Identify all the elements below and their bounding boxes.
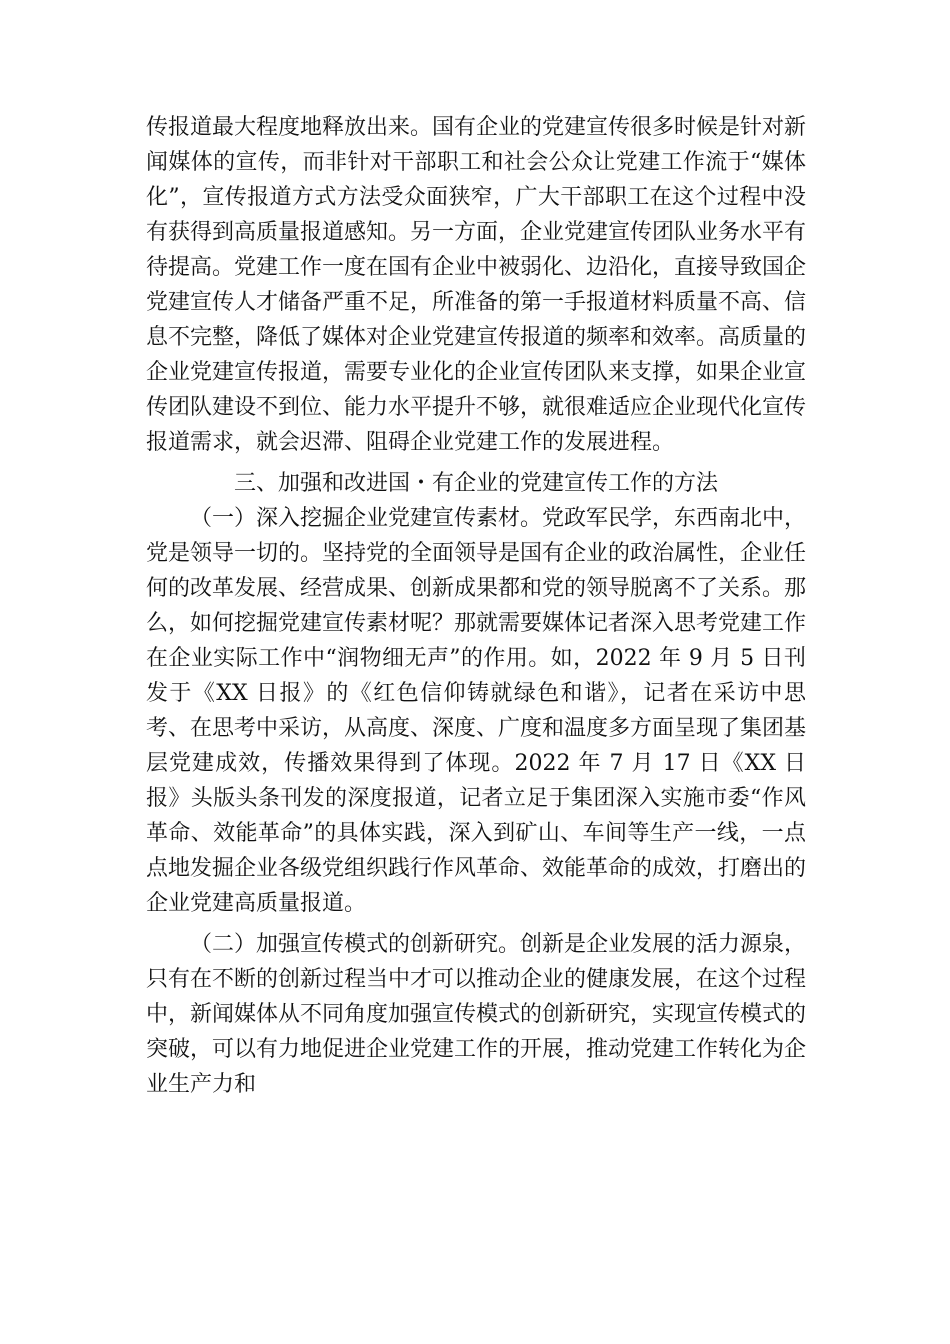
section-heading: 三、加强和改进国・有企业的党建宣传工作的方法 (233, 471, 718, 496)
document-body (146, 110, 806, 1102)
continuation-paragraph: 传报道最大程度地释放出来。国有企业的党建宣传很多时候是针对新闻媒体的宣传，而非针对干部职工和社会公众让党建工作流于“媒体化”，宣传报道方式方法受众面狭窄，广大干部职工在这个过程中没有获得到高质量报道感知。另一方面，企业党建宣传团队业务水平有待提高。党建工作一度在国有企业中被弱化、边沿化，直接导致国企党建宣传人才储备严重不足，所准备的第一手报道材料质量不高、信息不完整，降低了媒体对企业党建宣传报道的频率和效率。高质量的企业党建宣传报道，需要专业化的企业宣传团队来支撑，如果企业宣传团队建设不到位、能力水平提升不够，就很难适应企业现代化宣传报道需求，就会迟滞、阻碍企业党建工作的发展进程。 (146, 115, 807, 455)
paragraph-subsection-one: （一）深入挖掘企业党建宣传素材。党政军民学，东西南北中，党是领导一切的。坚持党的全面领导是国有企业的政治属性，企业任何的改革发展、经营成果、创新成果都和党的领导脱离不了关系。那么，如何挖掘党建宣传素材呢？那就需要媒体记者深入思考党建工作在企业实际工作中“润物细无声”的作用。如，2022 年 9 月 5 日刊发于《XX 日报》的《红色信仰铸就绿色和谐》，记者在采访中思考、在思考中采访，从高度、深度、广度和温度多方面呈现了集团基层党建成效，传播效果得到了体现。2022 年 7 月 17 日《XX 日报》头版头条刊发的深度报道，记者立足于集团深入实施市委“作风革命、效能革命”的具体实践，深入到矿山、车间等生产一线，一点点地发掘企业各级党组织践行作风革命、效能革命的成效，打磨出的企业党建高质量报道。 (146, 506, 807, 916)
paragraph-subsection-two: （二）加强宣传模式的创新研究。创新是企业发展的活力源泉，只有在不断的创新过程当中才可以推动企业的健康发展，在这个过程中，新闻媒体从不同角度加强宣传模式的创新研究，实现宣传模式的突破，可以有力地促进企业党建工作的开展，推动党建工作转化为企业生产力和 (146, 932, 807, 1097)
